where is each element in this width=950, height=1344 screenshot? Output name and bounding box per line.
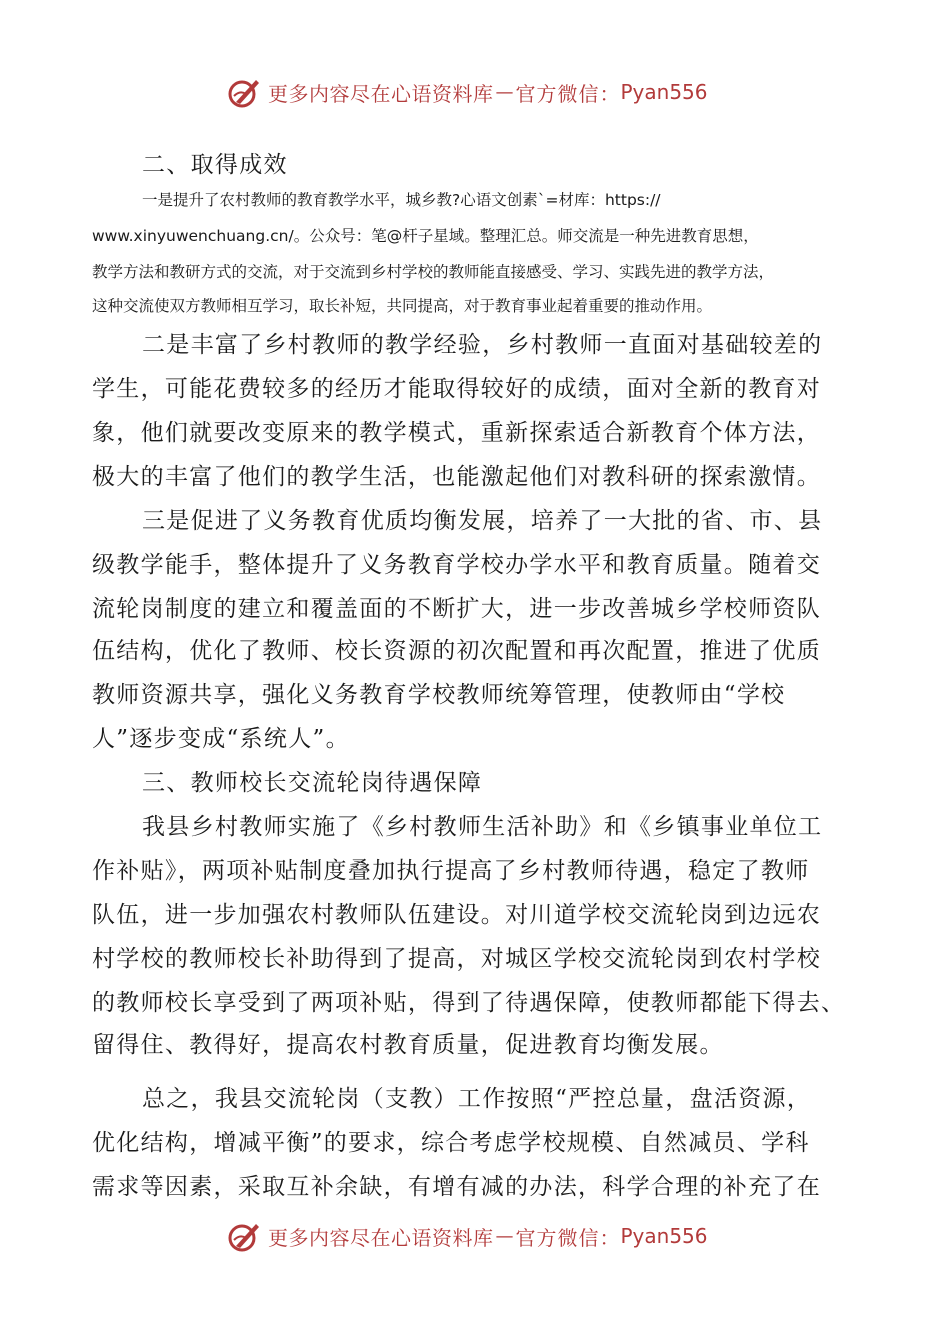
- banner-wechat-id: Pyan556: [620, 80, 708, 104]
- paragraph-line: 人”逐步变成“系统人”。: [92, 726, 350, 752]
- paragraph-line: 伍结构，优化了教师、校长资源的初次配置和再次配置，推进了优质: [92, 638, 821, 664]
- paragraph-line: 学生，可能花费较多的经历才能取得较好的成绩，面对全新的教育对: [92, 376, 821, 402]
- quill-logo-icon: [226, 1218, 262, 1254]
- paragraph-line: 总之，我县交流轮岗（支教）工作按照“严控总量，盘活资源，: [142, 1086, 812, 1112]
- paragraph-line: 二是丰富了乡村教师的教学经验，乡村教师一直面对基础较差的: [142, 332, 823, 358]
- paragraph-line: 级教学能手，整体提升了义务教育学校办学水平和教育质量。随着交: [92, 552, 821, 578]
- paragraph-line: 的教师校长享受到了两项补贴，得到了待遇保障，使教师都能下得去、: [92, 990, 846, 1016]
- footer-banner: [0, 1216, 950, 1256]
- section-heading: 二、取得成效: [142, 152, 288, 178]
- banner-text: 更多内容尽在心语资料库: [268, 81, 494, 106]
- paragraph-line: 教师资源共享，强化义务教育学校教师统筹管理，使教师由“学校: [92, 682, 786, 708]
- paragraph-line: 留得住、教得好，提高农村教育质量，促进教育均衡发展。: [92, 1032, 724, 1058]
- paragraph-line: 我县乡村教师实施了《乡村教师生活补助》和《乡镇事业单位工: [142, 814, 823, 840]
- header-banner: [0, 72, 950, 112]
- paragraph-line: 极大的丰富了他们的教学生活，也能激起他们对教科研的探索激情。: [92, 464, 821, 490]
- paragraph-line: 三是促进了义务教育优质均衡发展，培养了一大批的省、市、县: [142, 508, 823, 534]
- paragraph-line: 村学校的教师校长补助得到了提高，对城区学校交流轮岗到农村学校: [92, 946, 821, 972]
- paragraph-line: www.xinyuwenchuang.cn/。公众号：笔@杆子星域。整理汇总。师交流是一种先进教育思想，: [92, 227, 759, 245]
- paragraph-line: 作补贴》，两项补贴制度叠加执行提高了乡村教师待遇，稳定了教师: [92, 858, 810, 884]
- paragraph-line: 这种交流使双方教师相互学习，取长补短，共同提高，对于教育事业起着重要的推动作用。: [92, 297, 713, 315]
- banner-wechat-label: 官方微信：: [515, 1225, 621, 1250]
- banner-wechat-label: 官方微信：: [515, 81, 621, 106]
- banner-text: 更多内容尽在心语资料库: [268, 1225, 494, 1250]
- paragraph-line: 队伍，进一步加强农村教师队伍建设。对川道学校交流轮岗到边远农: [92, 902, 821, 928]
- section-heading: 三、教师校长交流轮岗待遇保障: [142, 770, 483, 796]
- paragraph-line: 优化结构，增减平衡”的要求，综合考虑学校规模、自然减员、学科: [92, 1130, 810, 1156]
- banner-separator: —: [495, 81, 514, 103]
- paragraph-line: 需求等因素，采取互补余缺，有增有减的办法，科学合理的补充了在: [92, 1174, 821, 1200]
- banner-wechat-id: Pyan556: [620, 1224, 708, 1248]
- quill-logo-icon: [226, 74, 262, 110]
- paragraph-line: 流轮岗制度的建立和覆盖面的不断扩大，进一步改善城乡学校师资队: [92, 596, 821, 622]
- paragraph-line: 象，他们就要改变原来的教学模式，重新探索适合新教育个体方法，: [92, 420, 821, 446]
- paragraph-line: 教学方法和教研方式的交流，对于交流到乡村学校的教师能直接感受、学习、实践先进的教学方法，: [92, 263, 775, 281]
- banner-separator: —: [495, 1225, 514, 1247]
- paragraph-line: 一是提升了农村教师的教育教学水平，城乡教?心语文创素`=材库：https://: [142, 191, 661, 209]
